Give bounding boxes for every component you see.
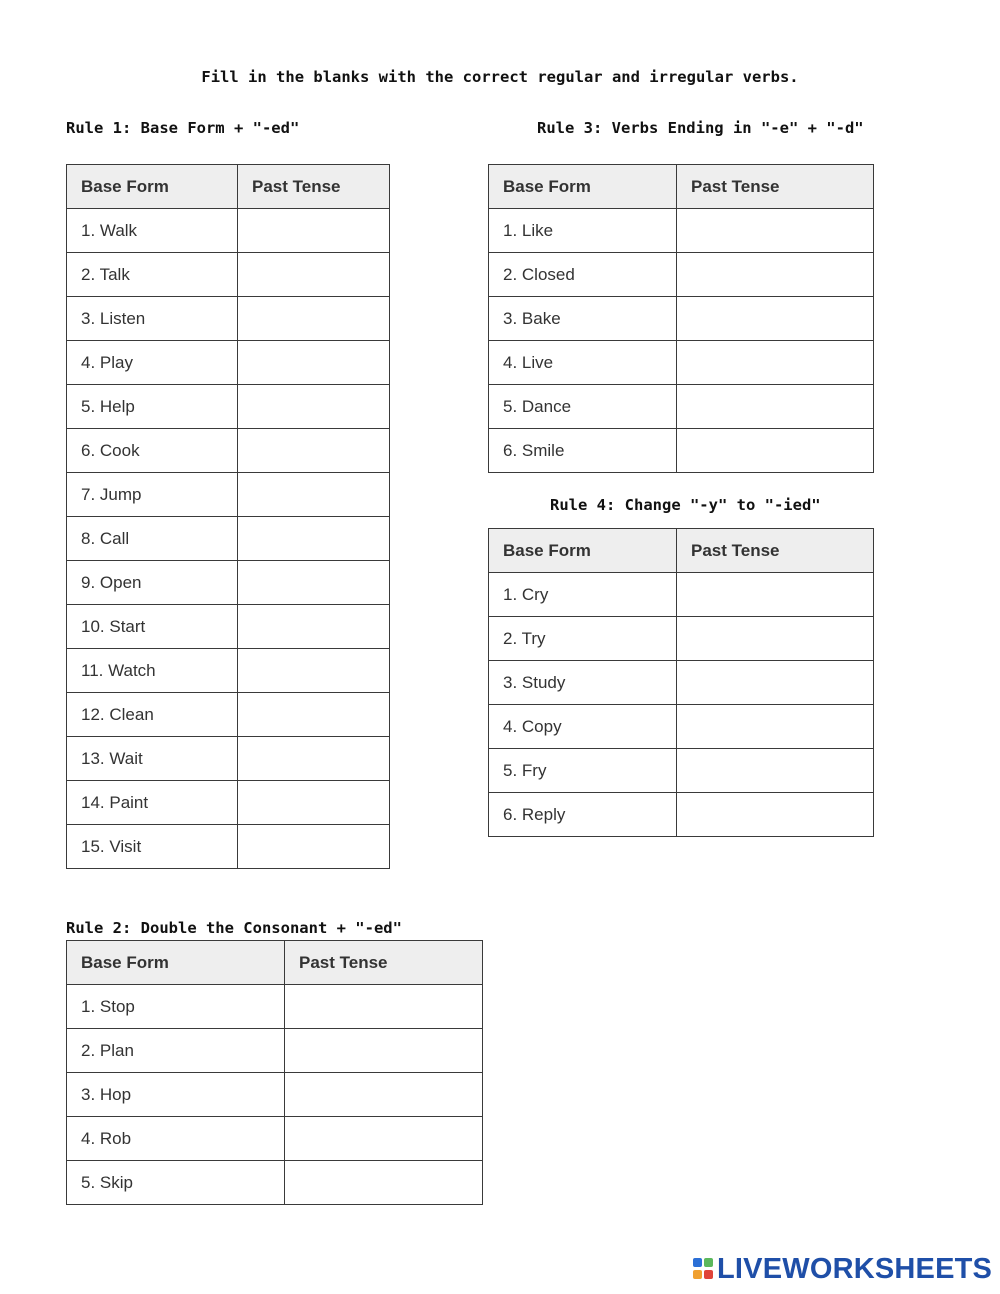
base-form-cell: 3. Hop <box>67 1073 285 1117</box>
past-tense-answer-input[interactable] <box>691 297 873 340</box>
table-row <box>489 429 874 473</box>
base-form-cell: 3. Study <box>489 661 677 705</box>
table-row <box>67 781 390 825</box>
base-form-header: Base Form <box>67 941 285 985</box>
base-form-cell: 9. Open <box>67 561 238 605</box>
past-tense-answer-input[interactable] <box>691 793 873 836</box>
past-tense-cell <box>238 341 390 385</box>
past-tense-answer-input[interactable] <box>299 1073 482 1116</box>
past-tense-cell <box>677 297 874 341</box>
past-tense-header: Past Tense <box>285 941 483 985</box>
base-form-cell: 1. Walk <box>67 209 238 253</box>
table-row <box>489 253 874 297</box>
table-row <box>67 473 390 517</box>
past-tense-cell <box>238 561 390 605</box>
past-tense-answer-input[interactable] <box>252 473 389 516</box>
base-form-cell: 6. Cook <box>67 429 238 473</box>
base-form-cell: 2. Closed <box>489 253 677 297</box>
past-tense-answer-input[interactable] <box>252 605 389 648</box>
past-tense-answer-input[interactable] <box>252 209 389 252</box>
table-row <box>489 341 874 385</box>
table-row <box>489 661 874 705</box>
table-header-row <box>489 165 874 209</box>
past-tense-header: Past Tense <box>238 165 390 209</box>
rule4-title: Rule 4: Change "-y" to "-ied" <box>550 496 821 514</box>
past-tense-cell <box>238 253 390 297</box>
table-row <box>489 705 874 749</box>
past-tense-answer-input[interactable] <box>691 385 873 428</box>
past-tense-answer-input[interactable] <box>299 1029 482 1072</box>
past-tense-cell <box>238 781 390 825</box>
instructions: Fill in the blanks with the correct regular and irregular verbs. <box>201 68 799 86</box>
past-tense-answer-input[interactable] <box>252 517 389 560</box>
past-tense-cell <box>238 605 390 649</box>
table-row <box>67 297 390 341</box>
table-row <box>489 793 874 837</box>
past-tense-cell <box>285 1029 483 1073</box>
past-tense-cell <box>677 573 874 617</box>
base-form-cell: 5. Help <box>67 385 238 429</box>
past-tense-answer-input[interactable] <box>299 1161 482 1204</box>
base-form-cell: 13. Wait <box>67 737 238 781</box>
past-tense-cell <box>677 661 874 705</box>
table-row <box>489 573 874 617</box>
past-tense-cell <box>238 693 390 737</box>
table-row <box>67 1073 483 1117</box>
table-row <box>67 517 390 561</box>
table-row <box>67 385 390 429</box>
base-form-cell: 15. Visit <box>67 825 238 869</box>
past-tense-cell <box>677 253 874 297</box>
past-tense-cell <box>238 385 390 429</box>
table-row <box>67 429 390 473</box>
liveworksheets-logo <box>693 1252 992 1286</box>
rule2-title: Rule 2: Double the Consonant + "-ed" <box>66 919 402 937</box>
past-tense-cell <box>238 737 390 781</box>
past-tense-answer-input[interactable] <box>252 781 389 824</box>
table-row <box>489 209 874 253</box>
past-tense-answer-input[interactable] <box>252 385 389 428</box>
base-form-cell: 11. Watch <box>67 649 238 693</box>
past-tense-answer-input[interactable] <box>691 573 873 616</box>
past-tense-answer-input[interactable] <box>691 705 873 748</box>
base-form-cell: 1. Cry <box>489 573 677 617</box>
rule1-title: Rule 1: Base Form + "-ed" <box>66 119 300 137</box>
rule1-table <box>66 164 390 869</box>
base-form-header: Base Form <box>489 165 677 209</box>
past-tense-cell <box>677 429 874 473</box>
base-form-cell: 4. Live <box>489 341 677 385</box>
past-tense-cell <box>238 209 390 253</box>
table-row <box>67 1029 483 1073</box>
table-row <box>489 297 874 341</box>
table-row <box>67 253 390 297</box>
table-header-row <box>67 165 390 209</box>
past-tense-cell <box>285 985 483 1029</box>
base-form-cell: 4. Play <box>67 341 238 385</box>
past-tense-header: Past Tense <box>677 165 874 209</box>
past-tense-cell <box>677 341 874 385</box>
past-tense-answer-input[interactable] <box>299 1117 482 1160</box>
base-form-cell: 5. Dance <box>489 385 677 429</box>
base-form-cell: 7. Jump <box>67 473 238 517</box>
base-form-cell: 8. Call <box>67 517 238 561</box>
past-tense-cell <box>285 1073 483 1117</box>
past-tense-answer-input[interactable] <box>691 429 873 472</box>
table-row <box>67 209 390 253</box>
base-form-cell: 5. Skip <box>67 1161 285 1205</box>
table-row <box>67 693 390 737</box>
past-tense-header: Past Tense <box>677 529 874 573</box>
past-tense-cell <box>238 649 390 693</box>
rule4-table <box>488 528 874 837</box>
base-form-cell: 2. Talk <box>67 253 238 297</box>
base-form-header: Base Form <box>67 165 238 209</box>
base-form-cell: 6. Smile <box>489 429 677 473</box>
base-form-cell: 1. Like <box>489 209 677 253</box>
base-form-cell: 1. Stop <box>67 985 285 1029</box>
past-tense-cell <box>677 749 874 793</box>
table-header-row <box>67 941 483 985</box>
table-row <box>489 749 874 793</box>
past-tense-cell <box>677 617 874 661</box>
past-tense-cell <box>677 705 874 749</box>
table-row <box>67 1161 483 1205</box>
past-tense-answer-input[interactable] <box>691 661 873 704</box>
past-tense-answer-input[interactable] <box>252 297 389 340</box>
table-row <box>67 649 390 693</box>
table-row <box>489 617 874 661</box>
past-tense-answer-input[interactable] <box>691 341 873 384</box>
past-tense-answer-input[interactable] <box>252 693 389 736</box>
table-row <box>67 605 390 649</box>
past-tense-answer-input[interactable] <box>252 825 389 868</box>
base-form-cell: 10. Start <box>67 605 238 649</box>
table-row <box>67 985 483 1029</box>
past-tense-answer-input[interactable] <box>691 253 873 296</box>
past-tense-answer-input[interactable] <box>252 253 389 296</box>
past-tense-cell <box>677 385 874 429</box>
base-form-header: Base Form <box>489 529 677 573</box>
table-row <box>489 385 874 429</box>
base-form-cell: 3. Bake <box>489 297 677 341</box>
past-tense-answer-input[interactable] <box>252 429 389 472</box>
base-form-cell: 4. Rob <box>67 1117 285 1161</box>
rule3-title: Rule 3: Verbs Ending in "-e" + "-d" <box>537 119 864 137</box>
past-tense-cell <box>238 297 390 341</box>
past-tense-cell <box>238 517 390 561</box>
past-tense-cell <box>238 825 390 869</box>
past-tense-cell <box>285 1161 483 1205</box>
base-form-cell: 14. Paint <box>67 781 238 825</box>
table-row <box>67 341 390 385</box>
rule2-table <box>66 940 483 1205</box>
base-form-cell: 6. Reply <box>489 793 677 837</box>
liveworksheets-logo-icon <box>693 1256 715 1282</box>
base-form-cell: 2. Try <box>489 617 677 661</box>
past-tense-answer-input[interactable] <box>299 985 482 1028</box>
past-tense-cell <box>677 793 874 837</box>
past-tense-answer-input[interactable] <box>252 737 389 780</box>
past-tense-answer-input[interactable] <box>691 209 873 252</box>
base-form-cell: 2. Plan <box>67 1029 285 1073</box>
base-form-cell: 12. Clean <box>67 693 238 737</box>
past-tense-cell <box>677 209 874 253</box>
past-tense-cell <box>238 429 390 473</box>
past-tense-cell <box>285 1117 483 1161</box>
base-form-cell: 3. Listen <box>67 297 238 341</box>
past-tense-answer-input[interactable] <box>252 561 389 604</box>
table-header-row <box>489 529 874 573</box>
brand-name: LIVEWORKSHEETS <box>717 1252 993 1285</box>
table-row <box>67 737 390 781</box>
past-tense-answer-input[interactable] <box>691 617 873 660</box>
past-tense-cell <box>238 473 390 517</box>
table-row <box>67 1117 483 1161</box>
base-form-cell: 4. Copy <box>489 705 677 749</box>
past-tense-answer-input[interactable] <box>252 341 389 384</box>
past-tense-answer-input[interactable] <box>252 649 389 692</box>
table-row <box>67 561 390 605</box>
base-form-cell: 5. Fry <box>489 749 677 793</box>
table-row <box>67 825 390 869</box>
past-tense-answer-input[interactable] <box>691 749 873 792</box>
rule3-table <box>488 164 874 473</box>
